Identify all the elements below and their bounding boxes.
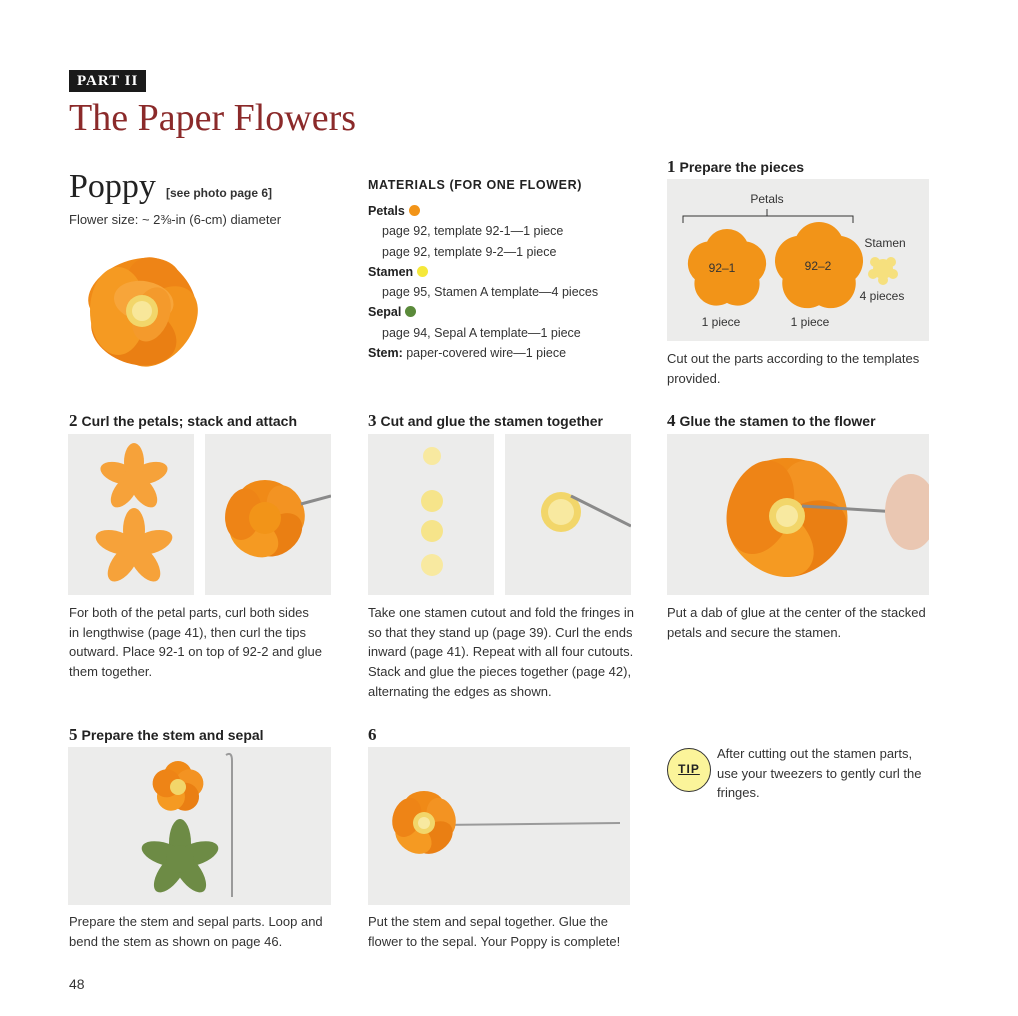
step-1-text: Cut out the parts according to the templates provided. — [667, 351, 920, 386]
step-2-heading — [69, 411, 297, 431]
diagram-p2-label: 92–2 — [804, 259, 832, 273]
finished-poppy-image — [72, 248, 212, 374]
poppy-title: Poppy — [69, 168, 156, 205]
petals-label: Petals — [368, 204, 405, 218]
stem-value: paper-covered wire—1 piece — [406, 346, 567, 361]
stem-and-sepal-photo — [68, 747, 331, 905]
step-title: Prepare the pieces — [679, 159, 805, 175]
step-4-heading — [667, 411, 876, 431]
sepal-item: page 94, Sepal A template—1 piece — [382, 325, 581, 340]
page-number: 48 — [69, 976, 85, 992]
stamen-item: page 95, Stamen A template—4 pieces — [382, 285, 599, 300]
diagram-stamen-label: Stamen — [864, 236, 906, 250]
tip-badge: TIP — [667, 748, 711, 792]
stem-label: Stem: — [368, 346, 403, 361]
step-6-text: Put the stem and sepal together. Glue the flower to the sepal. Your Poppy is complete! — [368, 914, 621, 949]
petals-item: page 92, template 92-1—1 piece — [382, 224, 564, 239]
part-title: The Paper Flowers — [69, 97, 357, 139]
part-badge: PART II — [69, 70, 146, 92]
step-3-text: Take one stamen cutout and fold the fringes in so that they stand up (page 39). Curl the ends inward (page 41). Repeat with all four cutouts. Stack and glue the pieces together (page 42), alternating the edges as shown. — [368, 605, 634, 699]
diagram-petals-label: Petals — [750, 192, 784, 206]
step-number: 4 — [667, 411, 676, 430]
stamen-on-flower-photo — [667, 434, 929, 595]
diagram-p1-label: 92–1 — [708, 261, 736, 275]
step-5-text: Prepare the stem and sepal parts. Loop and bend the stem as shown on page 46. — [69, 914, 323, 949]
diagram-p1-count: 1 piece — [701, 315, 741, 329]
step-title: Glue the stamen to the flower — [679, 413, 876, 429]
glued-stamen-photo — [505, 434, 631, 595]
step-3-heading — [368, 411, 603, 431]
step-number: 5 — [69, 725, 78, 744]
poppy-photo-reference: [see photo page 6] — [166, 186, 273, 200]
complete-poppy-photo — [368, 747, 630, 905]
petals-color-dot — [409, 205, 420, 216]
diagram-p2-count: 1 piece — [790, 315, 830, 329]
step-4-text: Put a dab of glue at the center of the stacked petals and secure the stamen. — [667, 605, 926, 640]
step-number: 1 — [667, 157, 676, 176]
step-1-heading — [667, 157, 804, 177]
flower-size: Flower size: ~ 2⅜-in (6-cm) diameter — [69, 212, 282, 227]
flat-petals-photo — [68, 434, 194, 595]
stamen-color-dot — [417, 266, 428, 277]
sepal-color-dot — [405, 306, 416, 317]
step-number: 2 — [69, 411, 78, 430]
stamen-cutouts-photo — [368, 434, 494, 595]
step-6-heading — [368, 725, 381, 745]
diagram-stamen-count: 4 pieces — [859, 289, 905, 303]
step-title: Cut and glue the stamen together — [380, 413, 603, 429]
step-title: Prepare the stem and sepal — [81, 727, 264, 743]
step-number: 3 — [368, 411, 377, 430]
petals-item: page 92, template 9-2—1 piece — [382, 244, 557, 259]
step-5-heading — [69, 725, 264, 745]
step-2-text: For both of the petal parts, curl both sides in lengthwise (page 41), then curl the tips outward. Place 92-1 on top of 92-2 and glue them together. — [69, 605, 322, 680]
stamen-shape — [868, 257, 898, 285]
pieces-diagram — [667, 179, 929, 341]
sepal-label: Sepal — [368, 305, 402, 320]
stamen-label: Stamen — [368, 264, 414, 279]
step-title: Curl the petals; stack and attach — [81, 413, 298, 429]
tip-text: After cutting out the stamen parts, use your tweezers to gently curl the fringes. — [717, 746, 922, 801]
curled-petals-photo — [205, 434, 331, 595]
step-number: 6 — [368, 725, 377, 744]
materials-heading: MATERIALS (FOR ONE FLOWER) — [368, 178, 582, 192]
materials-list — [368, 201, 658, 363]
